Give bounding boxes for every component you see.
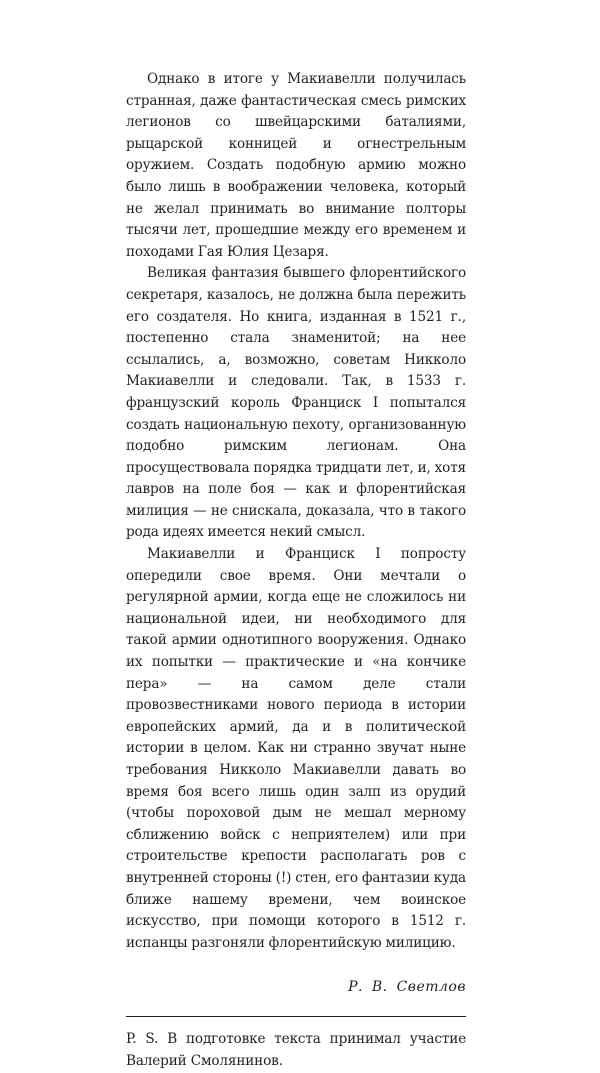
paragraph-3: Макиавелли и Франциск I попросту опередили свое время. Они мечтали о регулярной армии, когда еще не сложилось ни национальной идеи, ни необходимого для такой армии однотипного вооружения. Однако их попытки — практические и «на кончике пера» — на самом деле стали провозвестниками нового периода в истории европейских армий, да и в политической истории в целом. Как ни странно звучат ныне требования Никколо Макиавелли давать во время боя всего лишь один залп из орудий (чтобы пороховой дым не мешал мерному сближению войск с неприятелем) или при строительстве крепости располагать ров с внутренней стороны (!) стен, его фантазии куда ближе нашему времени, чем воинское искусство, при помощи которого в 1512 г. испанцы разгоняли флорентийскую милицию. (126, 546, 466, 951)
author-signature: Р. В. Светлов (348, 979, 466, 996)
paragraph-2: Великая фантазия бывшего флорентийского секретаря, казалось, не должна была пережить его создателя. Но книга, изданная в 1521 г., постепенно стала знаменитой; на нее ссылались, а, возможно, советам Никколо Макиавелли и следовали. Так, в 1533 г. французский король Франциск I попытался создать национальную пехоту, организованную подобно римским легионам. Она просуществовала порядка тридцати лет, и, хотя лавров на поле боя — как и флорентийская милиция — не снискала, доказала, что в такого рода идеях имеется некий смысл. (126, 265, 466, 541)
separator-rule (126, 1016, 466, 1017)
postscript: P. S. В подготовке текста принимал участие Валерий Смолянинов. (126, 1031, 466, 1069)
paragraph-1: Однако в итоге у Макиавелли получилась странная, даже фантастическая смесь римских легионов со швейцарскими баталиями, рыцарской конницей и огнестрельным оружием. Создать подобную армию можно было лишь в воображении человека, который не желал принимать во внимание полторы тысячи лет, прошедшие между его временем и походами Гая Юлия Цезаря. (126, 71, 466, 260)
page-body (126, 69, 466, 1073)
